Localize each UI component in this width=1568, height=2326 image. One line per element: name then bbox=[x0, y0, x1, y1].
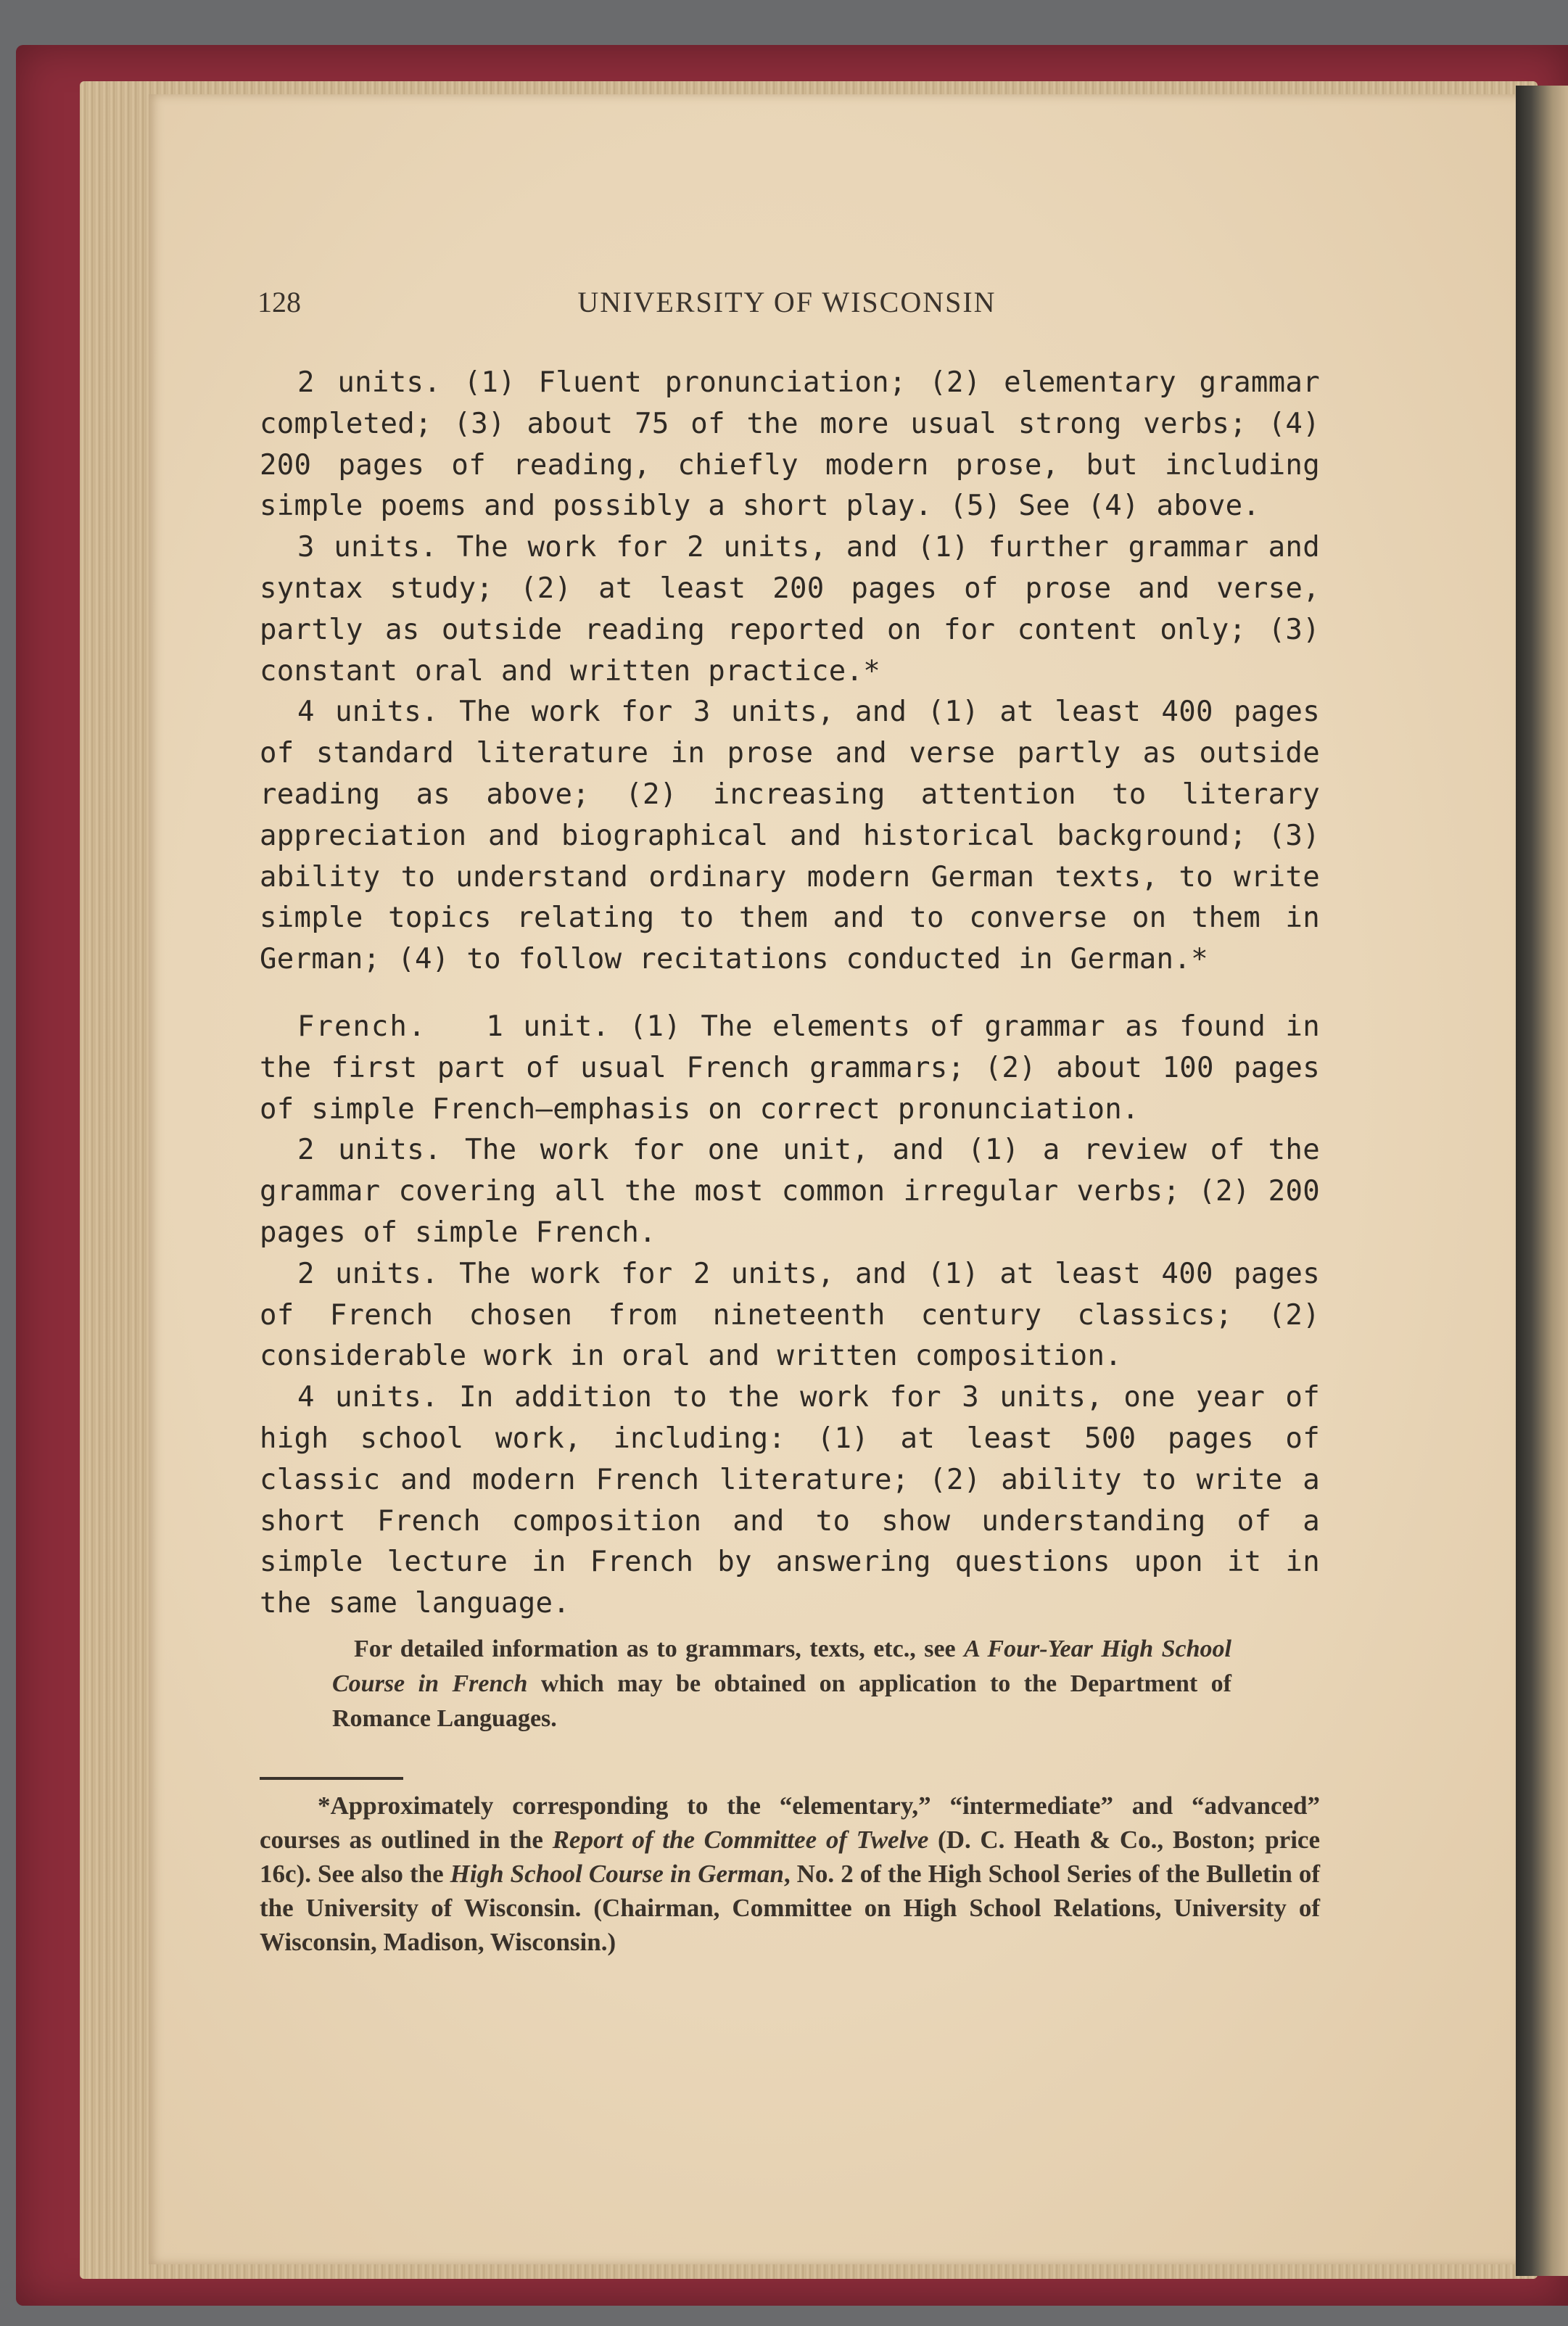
running-head: UNIVERSITY OF WISCONSIN bbox=[577, 286, 996, 318]
facing-page-edge bbox=[1516, 86, 1568, 2276]
note-before: For detailed information as to grammars, texts, etc., see bbox=[354, 1635, 965, 1662]
page-number: 128 bbox=[257, 286, 301, 318]
footnote-part1: *Approximately corresponding to the “elementary,” “intermediate” and “advanced” courses as outlined in the bbox=[260, 1791, 1320, 1854]
french-label: French. bbox=[297, 1010, 427, 1043]
footnote bbox=[260, 1789, 1320, 1959]
french-first-text: 1 unit. (1) The elements of grammar as found in the first part of usual French grammars; (2) about 100 pages of simple French—emphasis on correct pronunciation. bbox=[260, 1010, 1320, 1126]
german-paragraph-3-units: 3 units. The work for 2 units, and (1) further grammar and syntax study; (2) at least 200 pages of prose and verse, partly as outside reading reported on for content only; (3) constant oral and written practice.* bbox=[260, 531, 1320, 688]
page-header bbox=[257, 285, 1316, 329]
note-title: A Four-Year High School Course in French bbox=[332, 1635, 1231, 1697]
footnote-part2: (D. C. Heath & Co., Boston; price 16c). See also the bbox=[260, 1825, 1321, 1888]
footnote-rule bbox=[260, 1777, 403, 1780]
page-content bbox=[260, 363, 1320, 1959]
german-paragraph-4-units: 4 units. The work for 3 units, and (1) at least 400 pages of standard literature in prose and verse partly as outside reading as above; (2) increasing attention to literary appreciation and biographical and historical background; (3) ability to understand ordinary modern German texts, to write simple topics relating to them and to converse on them in German; (4) to follow recitations conducted in German.* bbox=[260, 696, 1320, 976]
french-paragraph-4-units: 4 units. In addition to the work for 3 units, one year of high school work, including: (1) at least 500 pages of classic and modern French literature; (2) ability to write a short French composition and to show understanding of a simple lecture in French by answering questions upon it in the same language. bbox=[260, 1381, 1320, 1620]
german-paragraph-2-units: 2 units. (1) Fluent pronunciation; (2) elementary grammar completed; (3) about 75 of the more usual strong verbs; (4) 200 pages of reading, chiefly modern prose, but including simple poems and possibly a short play. (5) See (4) above. bbox=[260, 366, 1320, 523]
detailed-info-note bbox=[332, 1632, 1231, 1736]
footnote-part3: , No. 2 of the High School Series of the Bulletin of the University of Wisconsin. (Chairman, Committee on High School Relations, University of Wisconsin, Madison, Wisconsin.) bbox=[260, 1859, 1320, 1956]
footnote-title1: Report of the Committee of Twelve bbox=[552, 1825, 929, 1854]
note-after: which may be obtained on application to the Department of Romance Languages. bbox=[332, 1670, 1231, 1732]
french-paragraph-1-unit bbox=[260, 1007, 1320, 1130]
french-paragraph-2-units-a: 2 units. The work for one unit, and (1) a review of the grammar covering all the most common irregular verbs; (2) 200 pages of simple French. bbox=[260, 1134, 1320, 1249]
section-gap bbox=[260, 981, 1320, 1007]
french-paragraph-2-units-b: 2 units. The work for 2 units, and (1) at least 400 pages of French chosen from nineteenth century classics; (2) considerable work in oral and written composition. bbox=[260, 1257, 1320, 1373]
footnote-title2: High School Course in German bbox=[450, 1859, 784, 1888]
